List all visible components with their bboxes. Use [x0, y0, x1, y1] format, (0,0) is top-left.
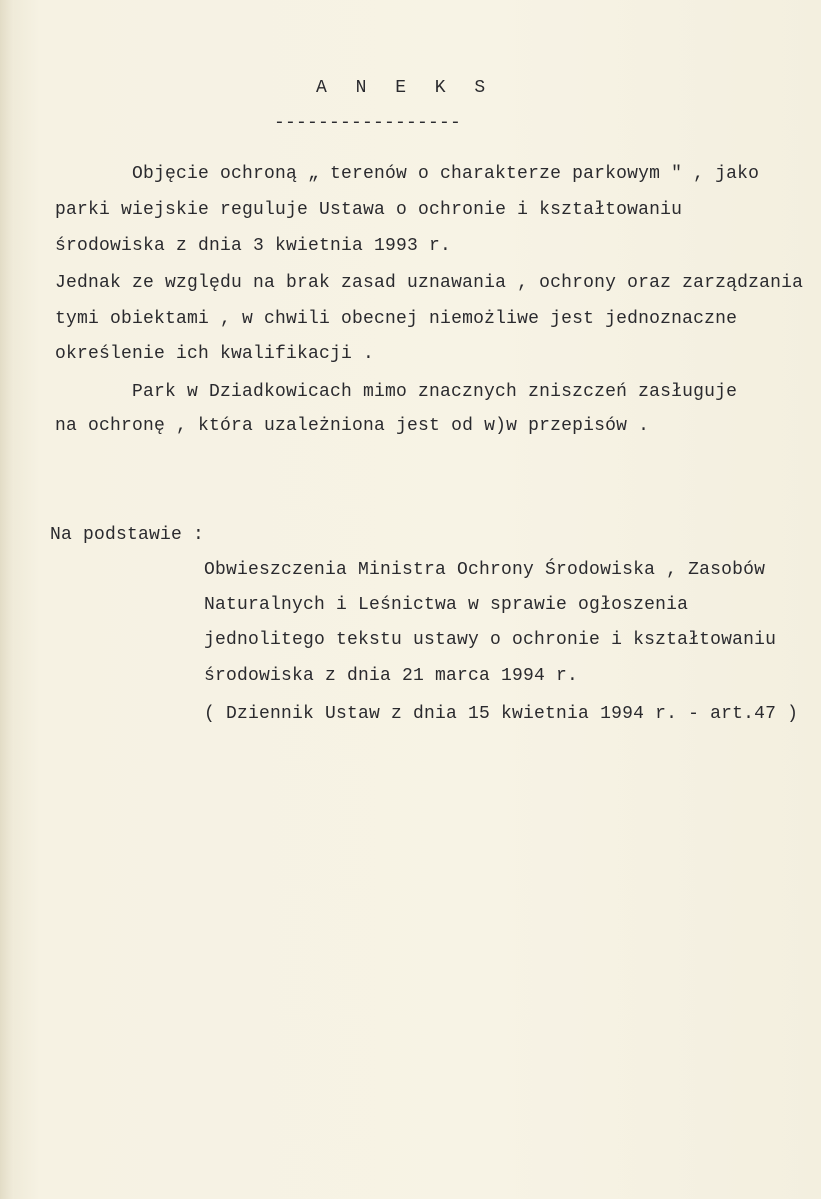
basis-line: jednolitego tekstu ustawy o ochronie i kształtowaniu [204, 630, 777, 650]
basis-line: Obwieszczenia Ministra Ochrony Środowiska , Zasobów [204, 560, 766, 580]
paragraph-line: środowiska z dnia 3 kwietnia 1993 r. [55, 236, 452, 256]
basis-line: Naturalnych i Leśnictwa w sprawie ogłoszenia [204, 595, 689, 615]
paragraph-line: tymi obiektami , w chwili obecnej niemożliwe jest jednoznaczne [55, 309, 738, 329]
page-edge [0, 0, 14, 1199]
title-underline: ----------------- [274, 113, 462, 133]
document-title: A N E K S [316, 78, 495, 98]
paragraph-line: na ochronę , która uzależniona jest od w)w przepisów . [55, 416, 650, 436]
paragraph-line: Objęcie ochroną „ terenów o charakterze parkowym " , jako [132, 164, 760, 184]
basis-line: ( Dziennik Ustaw z dnia 15 kwietnia 1994 r. - art.47 ) [204, 704, 799, 724]
basis-line: środowiska z dnia 21 marca 1994 r. [204, 666, 579, 686]
paragraph-line: parki wiejskie reguluje Ustawa o ochronie i kształtowaniu [55, 200, 683, 220]
paragraph-line: określenie ich kwalifikacji . [55, 344, 375, 364]
paragraph-line: Jednak ze względu na brak zasad uznawania , ochrony oraz zarządzania [55, 273, 804, 293]
paragraph-line: Park w Dziadkowicach mimo znacznych zniszczeń zasługuje [132, 382, 738, 402]
basis-label: Na podstawie : [50, 525, 205, 545]
